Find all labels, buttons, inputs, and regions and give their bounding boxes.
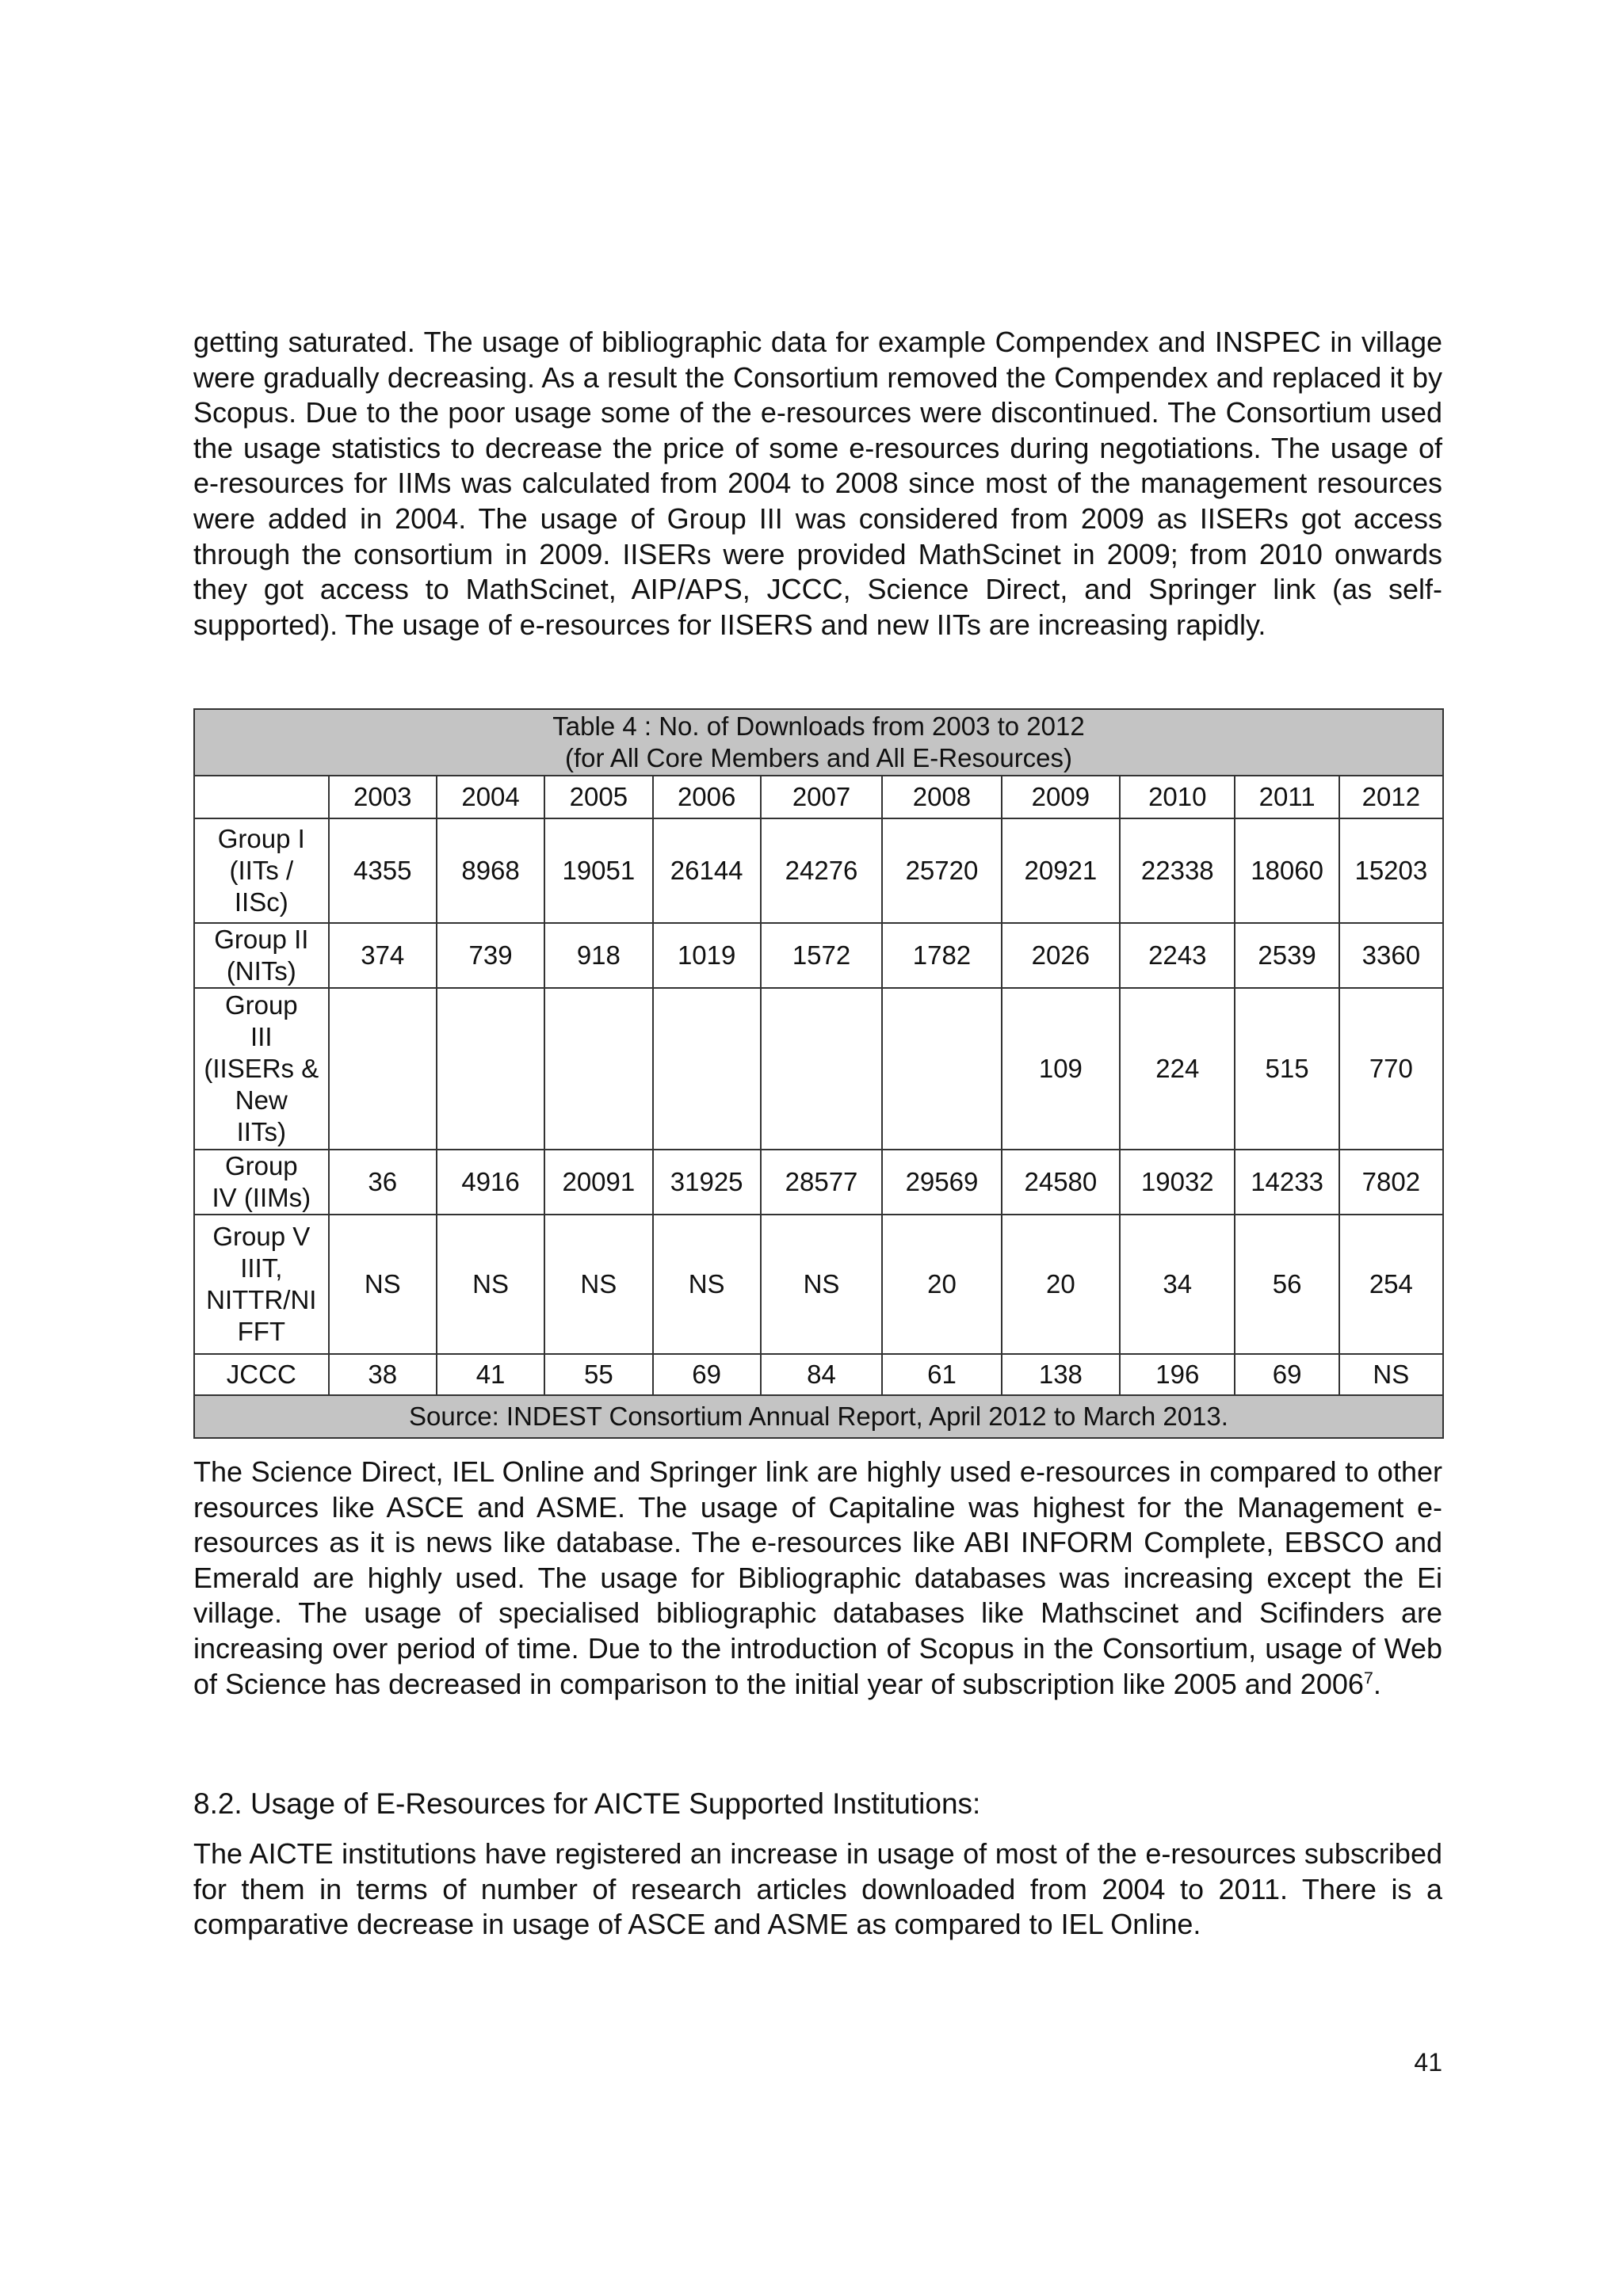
table-cell: 515 (1235, 988, 1338, 1150)
table-cell: 8968 (437, 818, 544, 923)
year-header-cell: 2003 (329, 776, 437, 818)
table-cell: 224 (1120, 988, 1235, 1150)
table-cell: NS (653, 1215, 761, 1354)
row-label (194, 1150, 329, 1215)
table-cell: 36 (329, 1150, 437, 1215)
table-caption-line2: (for All Core Members and All E-Resources) (564, 743, 1073, 772)
table-cell: NS (437, 1215, 544, 1354)
intro-paragraph: getting saturated. The usage of bibliographic data for example Compendex and INSPEC in village were gradually decreasing. As a result the Consortium removed the Compendex and replaced it by Scopus. Due to the poor usage some of the e-resources were discontinued. The Consortium used the usage statistics to decrease the price of some e-resources during negotiations. The usage of e-resources for IIMs was calculated from 2004 to 2008 since most of the management resources were added in 2004. The usage of Group III was considered from 2009 as IISERs got access through the consortium in 2009. IISERs were provided MathScinet in 2009; from 2010 onwards they got access to MathScinet, AIP/APS, JCCC, Science Direct, and Springer link (as self-supported). The usage of e-resources for IISERS and new IITs are increasing rapidly. (193, 326, 1442, 641)
table-cell: 1572 (761, 923, 882, 988)
document-page (193, 0, 1442, 2296)
table-cell: 69 (1235, 1354, 1338, 1395)
table-caption-line1: Table 4 : No. of Downloads from 2003 to 2012 (552, 711, 1085, 741)
row-label (194, 1215, 329, 1354)
table-cell: 374 (329, 923, 437, 988)
table-cell: 29569 (882, 1150, 1001, 1215)
table-cell: NS (329, 1215, 437, 1354)
table-cell: 26144 (653, 818, 761, 923)
table-cell (544, 988, 652, 1150)
row-label-line: IITs) (236, 1117, 286, 1146)
row-label-line: (IITs / (229, 856, 294, 885)
row-label-line: Group I (217, 824, 305, 853)
table-cell: 55 (544, 1354, 652, 1395)
table-cell: 4916 (437, 1150, 544, 1215)
table-cell (882, 988, 1001, 1150)
table-cell: NS (1339, 1354, 1443, 1395)
row-label-line: IV (IIMs) (212, 1183, 311, 1212)
row-label-line: JCCC (226, 1360, 296, 1389)
table-cell: 28577 (761, 1150, 882, 1215)
table-cell: 20 (1002, 1215, 1120, 1354)
table-cell: 2243 (1120, 923, 1235, 988)
page-number: 41 (1414, 2048, 1442, 2077)
row-label-line: NITTR/NI (206, 1285, 317, 1314)
row-label-line: Group V (212, 1222, 311, 1251)
table-row (194, 988, 1443, 1150)
year-header-row (194, 776, 1443, 818)
table-cell: 19051 (544, 818, 652, 923)
row-label (194, 988, 329, 1150)
section-heading: 8.2. Usage of E-Resources for AICTE Supported Institutions: (193, 1787, 981, 1820)
table-cell: 138 (1002, 1354, 1120, 1395)
footnote-ref: 7 (1363, 1667, 1373, 1688)
table-cell: 24580 (1002, 1150, 1120, 1215)
analysis-text: The Science Direct, IEL Online and Springer link are highly used e-resources in compared to other resources like ASCE and ASME. The usage of Capitaline was highest for the Management e-resources as it is news like database. The e-resources like ABI INFORM Complete, EBSCO and Emerald are highly used. The usage for Bibliographic databases was increasing except the Ei village. The usage of specialised bibliographic databases like Mathscinet and Scifinders are increasing over period of time. Due to the introduction of Scopus in the Consortium, usage of Web of Science has decreased in comparison to the initial year of subscription like 2005 and 2006 (193, 1455, 1442, 1700)
year-header-cell: 2004 (437, 776, 544, 818)
table-cell: 84 (761, 1354, 882, 1395)
table-cell: 34 (1120, 1215, 1235, 1354)
table-body (194, 776, 1443, 1395)
table-cell (437, 988, 544, 1150)
row-label-line: (IISERs & (204, 1054, 319, 1083)
table-cell: 24276 (761, 818, 882, 923)
row-label (194, 818, 329, 923)
row-label-line: New (235, 1085, 288, 1115)
year-header-cell: 2005 (544, 776, 652, 818)
table-source: Source: INDEST Consortium Annual Report, April 2012 to March 2013. (194, 1395, 1443, 1438)
table-cell: 1019 (653, 923, 761, 988)
table-cell (329, 988, 437, 1150)
table-cell: 254 (1339, 1215, 1443, 1354)
year-header-cell: 2007 (761, 776, 882, 818)
row-label-line: (NITs) (226, 956, 296, 986)
year-header-cell: 2010 (1120, 776, 1235, 818)
table-cell: NS (544, 1215, 652, 1354)
year-header-cell: 2008 (882, 776, 1001, 818)
downloads-table (193, 708, 1444, 1439)
row-label-line: III (250, 1022, 273, 1051)
table-row (194, 1150, 1443, 1215)
table-cell: 56 (1235, 1215, 1338, 1354)
table-cell: 20091 (544, 1150, 652, 1215)
row-label-line: Group (224, 990, 298, 1020)
table-row (194, 1354, 1443, 1395)
table-cell: 109 (1002, 988, 1120, 1150)
year-header-cell: 2011 (1235, 776, 1338, 818)
table-cell: 196 (1120, 1354, 1235, 1395)
table-cell: 918 (544, 923, 652, 988)
table-cell: 2539 (1235, 923, 1338, 988)
row-label (194, 1354, 329, 1395)
table-cell: 14233 (1235, 1150, 1338, 1215)
row-label (194, 923, 329, 988)
table-cell: 18060 (1235, 818, 1338, 923)
table-caption (194, 709, 1443, 776)
table-cell: 15203 (1339, 818, 1443, 923)
table-cell: 69 (653, 1354, 761, 1395)
aicte-paragraph: The AICTE institutions have registered an increase in usage of most of the e-resources subscribed for them in terms of number of research articles downloaded from 2004 to 2011. There is a comparative decrease in usage of ASCE and ASME as compared to IEL Online. (193, 1837, 1442, 1941)
row-label-line: FFT (237, 1317, 286, 1346)
table-cell: NS (761, 1215, 882, 1354)
year-header-cell: 2012 (1339, 776, 1443, 818)
table-cell: 20921 (1002, 818, 1120, 923)
table-cell: 41 (437, 1354, 544, 1395)
table-cell (761, 988, 882, 1150)
table-cell: 770 (1339, 988, 1443, 1150)
table-cell: 3360 (1339, 923, 1443, 988)
table-cell: 22338 (1120, 818, 1235, 923)
table-cell: 2026 (1002, 923, 1120, 988)
table-cell: 1782 (882, 923, 1001, 988)
table-cell: 739 (437, 923, 544, 988)
analysis-end: . (1373, 1667, 1381, 1700)
table-cell: 25720 (882, 818, 1001, 923)
table-cell: 20 (882, 1215, 1001, 1354)
table-row (194, 818, 1443, 923)
year-header-cell: 2006 (653, 776, 761, 818)
analysis-paragraph (193, 1455, 1442, 1702)
table-cell: 4355 (329, 818, 437, 923)
table-row (194, 923, 1443, 988)
table-cell (653, 988, 761, 1150)
row-label-line: Group II (214, 925, 309, 954)
row-label-line: IISc) (234, 887, 288, 917)
table-cell: 61 (882, 1354, 1001, 1395)
row-label-line: IIIT, (240, 1253, 283, 1283)
corner-cell (194, 776, 329, 818)
table-cell: 19032 (1120, 1150, 1235, 1215)
table-row (194, 1215, 1443, 1354)
table-cell: 7802 (1339, 1150, 1443, 1215)
table-cell: 31925 (653, 1150, 761, 1215)
year-header-cell: 2009 (1002, 776, 1120, 818)
row-label-line: Group (224, 1151, 298, 1180)
table-cell: 38 (329, 1354, 437, 1395)
